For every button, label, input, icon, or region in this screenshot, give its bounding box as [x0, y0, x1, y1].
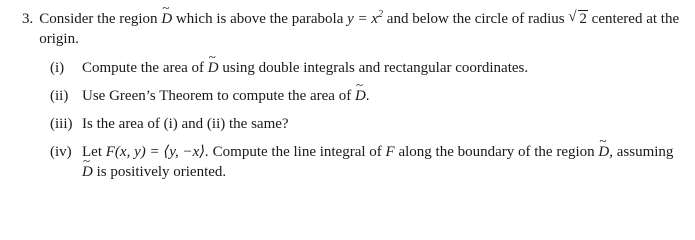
part-text-assuming: , assuming	[609, 144, 674, 160]
part-text-after-f: along the boundary of the region	[398, 144, 595, 160]
radius-sqrt	[568, 9, 588, 29]
parabola-equation	[347, 11, 383, 27]
part-label: (ii)	[50, 88, 69, 104]
part-text-let: Let	[82, 144, 102, 160]
part-text-after: .	[365, 88, 370, 104]
part-iv	[50, 142, 682, 182]
stem-text-2: which is above the parabola	[175, 11, 344, 27]
problem-3	[22, 9, 682, 182]
problem-statement	[39, 9, 682, 49]
parabola-base: y = x	[347, 11, 379, 27]
part-label: (iii)	[50, 116, 73, 132]
part-i	[50, 58, 682, 78]
vector-field-expression: F(x, y) = ⟨y, −x⟩.	[105, 144, 209, 160]
region-symbol: ~ D	[598, 142, 609, 162]
stem-text-4: centered at the origin.	[39, 11, 680, 47]
radius-value: 2	[579, 11, 587, 27]
part-ii	[50, 86, 682, 106]
stem-text-3: and below the circle of radius	[386, 11, 565, 27]
part-text: Is the area of (i) and (ii) the same?	[82, 116, 289, 132]
part-text-before: Use Green’s Theorem to compute the area of	[82, 88, 352, 104]
part-text-after: using double integrals and rectangular coordinates.	[222, 60, 529, 76]
part-label: (iv)	[50, 144, 72, 160]
part-text-mid: Compute the line integral of	[212, 144, 382, 160]
problem-number: 3.	[22, 11, 34, 27]
region-symbol: ~ D	[161, 9, 172, 29]
region-symbol: ~ D	[208, 58, 219, 78]
part-text	[82, 142, 682, 182]
sqrt-sign: √	[568, 9, 577, 25]
vector-field-name: F	[385, 144, 395, 160]
stem-text-1: Consider the region	[39, 11, 158, 27]
problem-stem	[22, 9, 682, 49]
part-text-end: is positively oriented.	[96, 164, 227, 180]
part-text	[82, 86, 682, 106]
problem-parts	[50, 58, 682, 182]
part-text-before: Compute the area of	[82, 60, 205, 76]
part-text	[82, 58, 682, 78]
region-symbol: ~ D	[82, 162, 93, 182]
parabola-exponent: 2	[378, 9, 384, 20]
part-label: (i)	[50, 60, 65, 76]
region-symbol: ~ D	[355, 86, 366, 106]
part-iii	[50, 114, 682, 134]
